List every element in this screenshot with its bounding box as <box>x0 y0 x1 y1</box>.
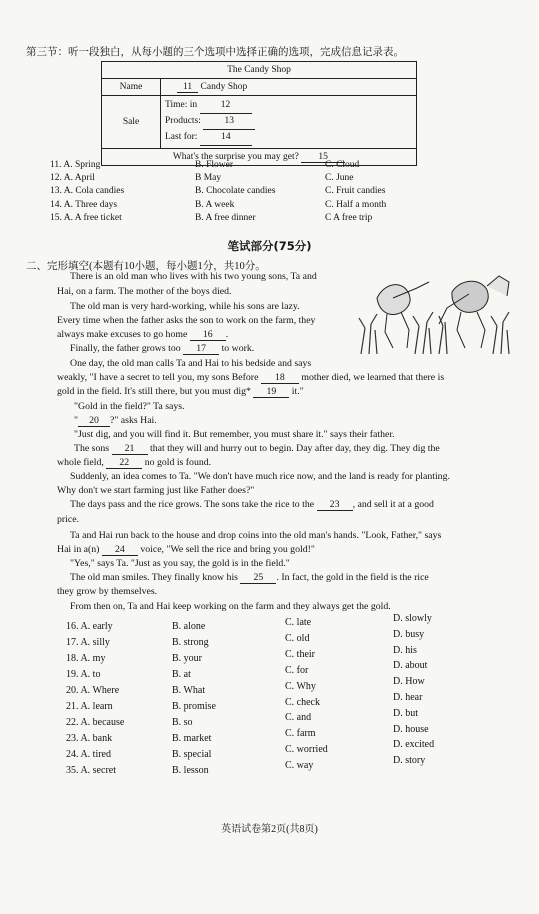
listening-option-a: 11. A. Spring <box>50 160 101 170</box>
cloze-option-a: 35. A. secret <box>66 765 116 776</box>
listening-option-a: 12. A. April <box>50 173 95 184</box>
table-title: The Candy Shop <box>102 62 417 79</box>
cloze-option-c: C. their <box>285 648 315 660</box>
listening-option-c: C. Half a month <box>325 199 387 210</box>
cloze-option-c: C. for <box>285 664 309 676</box>
blank-24: 24 <box>102 544 138 556</box>
passage-line: they grow by themselves. <box>57 586 158 597</box>
cloze-option-a: 20. A. Where <box>66 685 120 696</box>
passage-line: gold in the field. It's still there, but you must dig* 19 it." <box>57 386 304 397</box>
passage-line: There is an old man who lives with his two young sons, Ta and <box>70 271 317 282</box>
passage-line: price. <box>57 514 80 525</box>
cloze-option-d: D. slowly <box>393 613 432 624</box>
cloze-option-b: B. special <box>172 749 212 760</box>
page-footer: 英语试卷第2页(共8页) <box>221 824 318 835</box>
passage-line: Hai in a(n) 24 voice, "We sell the rice and bring you gold!" <box>57 544 315 555</box>
blank-19: 19 <box>253 386 289 398</box>
name-row <box>161 79 417 96</box>
cloze-option-c: C. and <box>285 712 312 724</box>
cloze-option-d: D. hear <box>393 692 423 703</box>
blank-18: 18 <box>261 372 299 384</box>
blank-16: 16 <box>190 329 226 341</box>
passage-line: Suddenly, an idea comes to Ta. "We don't have much rice now, and the land is ready for planting. <box>70 471 450 482</box>
cloze-option-b: B. What <box>172 685 206 696</box>
passage-line: One day, the old man calls Ta and Hai to his bedside and says <box>70 358 312 369</box>
passage-line: From then on, Ta and Hai keep working on the farm and they always get the gold. <box>70 601 391 612</box>
listening-option-c: C. Cloud <box>325 160 360 170</box>
cloze-option-d: D. about <box>393 660 428 672</box>
cloze-option-a: 16. A. early <box>66 621 113 632</box>
cloze-option-b: B. strong <box>172 637 209 648</box>
section2-instruction: 二、完形填空(本题有10小题，每小题1分，共10分。 <box>26 261 266 272</box>
cloze-option-d: D. house <box>393 723 429 735</box>
written-section-title: 笔试部分(75分) <box>227 239 312 253</box>
listening-option-b: B. Flower <box>195 160 233 170</box>
cloze-option-c: C. Why <box>285 680 316 692</box>
farmer-illustration <box>357 268 517 354</box>
blank-22: 22 <box>106 457 142 469</box>
name-label: Name <box>102 79 161 96</box>
listening-option-c: C. June <box>325 173 354 184</box>
passage-line: "Yes," says Ta. "Just as you say, the gold is in the field." <box>70 558 290 569</box>
listening-option-a: 15. A. A free ticket <box>50 212 122 223</box>
listening-option-b: B. A week <box>195 199 235 210</box>
listening-option-b: B. Chocolate candies <box>195 186 276 197</box>
cloze-option-a: 23. A. bank <box>66 733 113 744</box>
cloze-option-c: C. way <box>285 760 314 772</box>
cloze-option-a: 19. A. to <box>66 669 101 680</box>
blank-17: 17 <box>183 343 219 355</box>
cloze-option-a: 17. A. silly <box>66 637 110 648</box>
passage-line: "Just dig, and you will find it. But remember, you must share it." says their father. <box>74 429 395 440</box>
passage-line: The old man is very hard-working, while his sons are lazy. <box>70 301 300 312</box>
blank-12: 12 <box>200 98 252 114</box>
cloze-option-c: C. check <box>285 696 320 708</box>
passage-line: Hai, on a farm. The mother of the boys died. <box>57 286 232 297</box>
cloze-option-c: C. worried <box>285 744 328 756</box>
passage-line: "Gold in the field?" Ta says. <box>74 401 185 412</box>
cloze-option-a: 18. A. my <box>66 653 106 664</box>
cloze-option-c: C. old <box>285 632 310 644</box>
cloze-option-c: C. farm <box>285 728 316 740</box>
blank-23: 23 <box>317 499 353 511</box>
cloze-option-b: B. at <box>172 669 191 680</box>
cloze-option-b: B. promise <box>172 701 216 712</box>
passage-line: The sons 21 that they will and hurry out to begin. Day after day, they dig. They dig the <box>74 443 440 454</box>
surprise-row: What's the surprise you may get? 15 <box>102 149 417 166</box>
cloze-option-a: 21. A. learn <box>66 701 113 712</box>
blank-14: 14 <box>200 130 252 146</box>
passage-line: The days pass and the rice grows. The sons take the rice to the 23 , and sell it at a good <box>70 499 434 510</box>
listening-option-b: B May <box>195 173 222 184</box>
last-row: Last for: 14 <box>165 130 412 146</box>
cloze-option-a: 22. A. because <box>66 717 125 728</box>
listening-option-b: B. A free dinner <box>195 212 256 223</box>
listening-option-c: C A free trip <box>325 212 373 223</box>
cloze-option-d: D. but <box>393 707 418 719</box>
cloze-option-d: D. busy <box>393 628 425 640</box>
time-row: Time: in 12 <box>165 98 412 114</box>
listening-option-a: 13. A. Cola candies <box>50 186 125 197</box>
blank-25: 25 <box>240 572 276 584</box>
sale-label: Sale <box>102 96 161 149</box>
cloze-option-b: B. alone <box>172 621 206 632</box>
cloze-option-d: D. story <box>393 755 426 767</box>
passage-line: whole field, 22 no gold is found. <box>57 457 212 468</box>
passage-line: Every time when the father asks the son to work on the farm, they <box>57 315 316 326</box>
blank-11: 11 <box>177 82 198 93</box>
info-table <box>101 61 417 166</box>
cloze-option-c: C. late <box>285 617 312 628</box>
blank-21: 21 <box>112 443 148 455</box>
cloze-option-b: B. market <box>172 733 212 744</box>
blank-13: 13 <box>203 114 255 130</box>
passage-line: weakly, "I have a secret to tell you, my sons Before 18 mother died, we learned that there is <box>57 372 445 383</box>
cloze-option-d: D. excited <box>393 739 435 751</box>
blank-15: 15 <box>301 152 345 163</box>
passage-line: always make excuses to go home 16 . <box>57 329 229 340</box>
passage-line: Ta and Hai run back to the house and drop coins into the old man's hands. "Look, Father," says <box>70 530 442 541</box>
passage-line: Finally, the father grows too 17 to work. <box>70 343 255 354</box>
cloze-option-a: 24. A. tired <box>66 749 111 760</box>
cloze-option-b: B. your <box>172 653 202 664</box>
listening-option-c: C. Fruit candies <box>325 186 386 197</box>
cloze-option-d: D. his <box>393 644 417 656</box>
products-row: Products: 13 <box>165 114 412 130</box>
name-value: Candy Shop <box>200 81 248 92</box>
cloze-option-b: B. so <box>172 717 193 728</box>
blank-20: 20 <box>78 415 110 427</box>
sale-cell <box>161 96 417 149</box>
cloze-option-b: B. lesson <box>172 765 209 776</box>
passage-line: " 20 ?" asks Hai. <box>74 415 157 426</box>
passage-line: Why don't we start farming just like Father does?" <box>57 485 255 496</box>
listening-option-a: 14. A. Three days <box>50 199 118 210</box>
section3-instruction: 第三节：听一段独白，从每小题的三个选项中选择正确的选项，完成信息记录表。 <box>26 47 404 58</box>
cloze-option-d: D. How <box>393 676 425 688</box>
passage-line: The old man smiles. They finally know his 25 . In fact, the gold in the field is the rice <box>70 572 429 583</box>
